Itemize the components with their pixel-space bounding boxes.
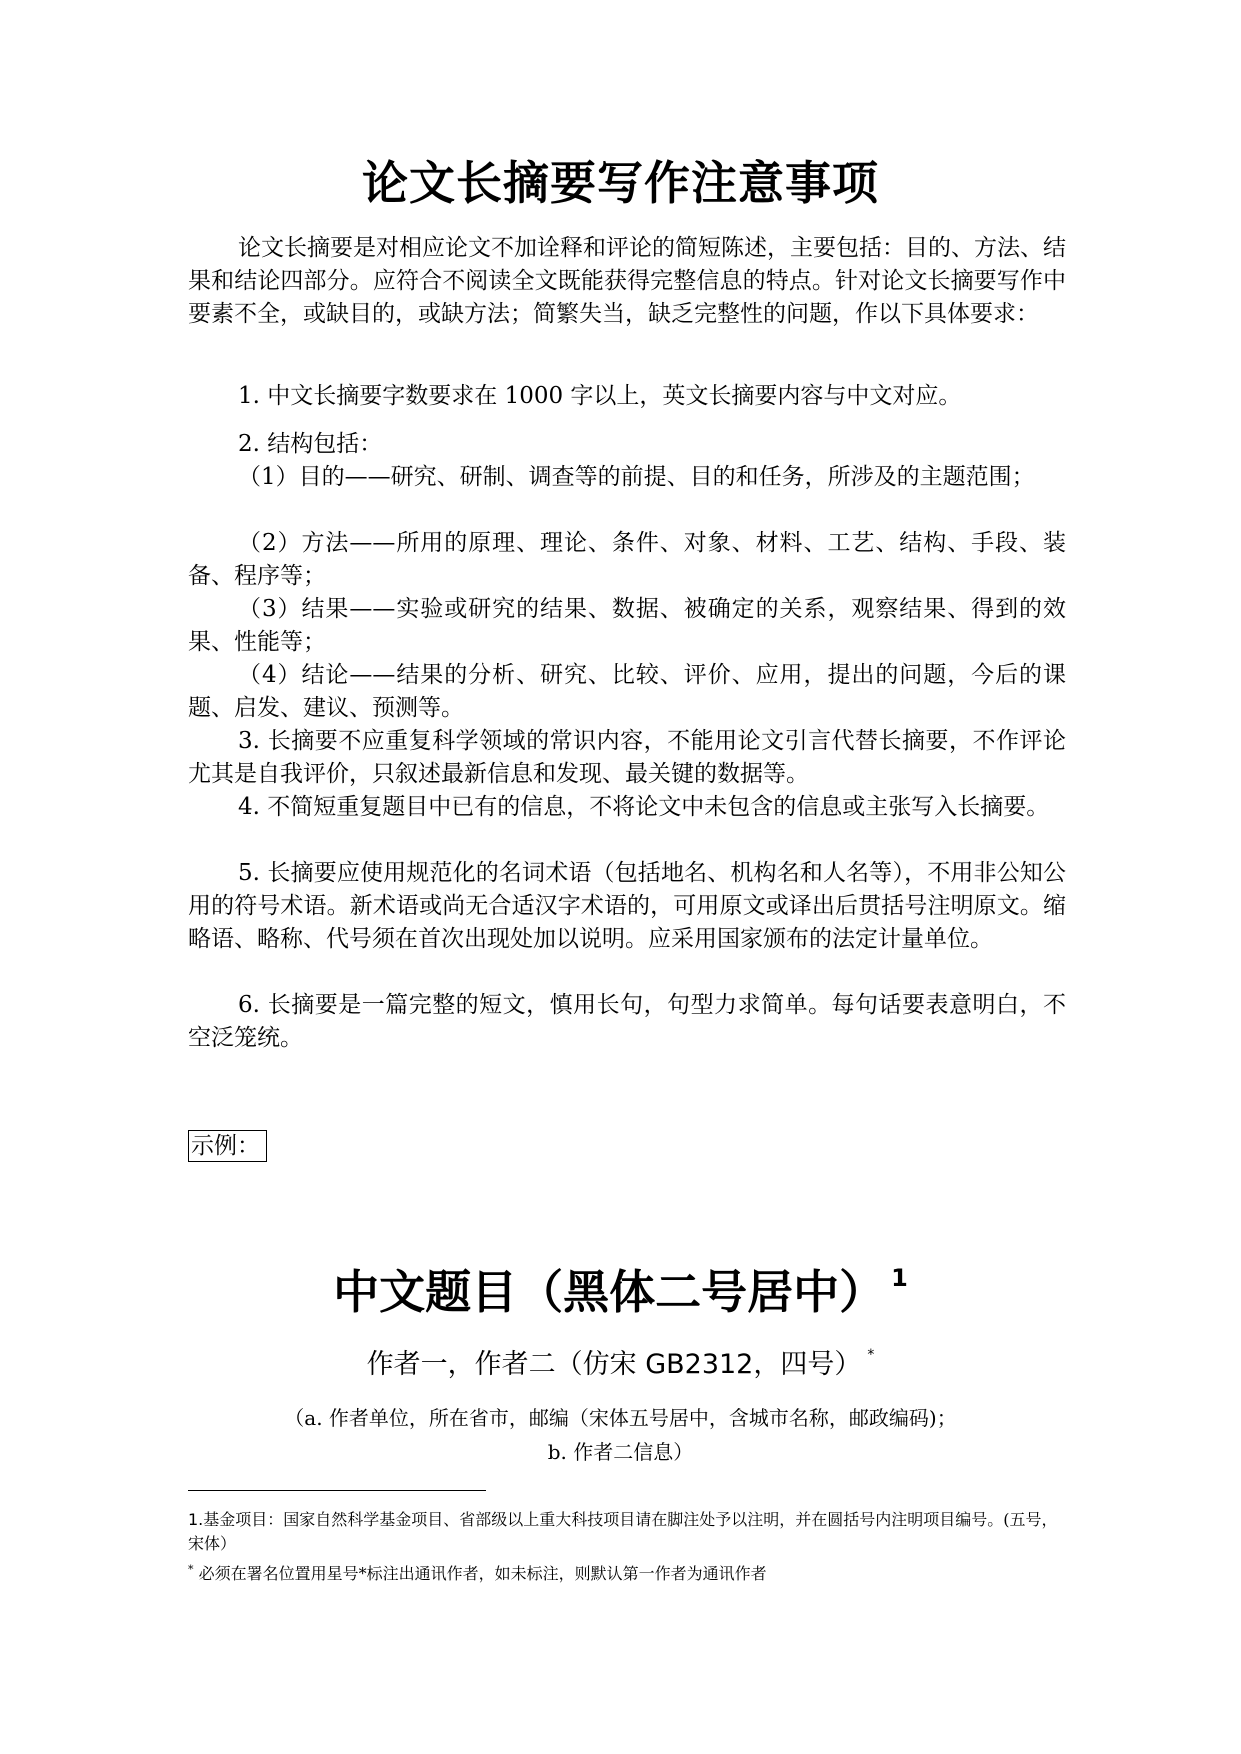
requirement-item-1: 1. 中文长摘要字数要求在 1000 字以上，英文长摘要内容与中文对应。 (238, 383, 962, 409)
example-chinese-title (0, 1245, 1241, 1325)
footnote-1-number: 1. (188, 1510, 204, 1529)
structure-subitem-2: （2）方法——所用的原理、理论、条件、对象、材料、工艺、结构、手段、装备、程序等； (188, 530, 1066, 589)
structure-subitem-4: （4）结论——结果的分析、研究、比较、评价、应用，提出的问题，今后的课题、启发、建议、预测等。 (188, 662, 1066, 721)
intro-paragraph: 论文长摘要是对相应论文不加诠释和评论的简短陈述，主要包括：目的、方法、结果和结论四部分。应符合不阅读全文既能获得完整信息的特点。针对论文长摘要写作中要素不全，或缺目的，或缺方法；简繁失当，缺乏完整性的问题，作以下具体要求： (188, 235, 1066, 327)
footnote-2-star: * (188, 1563, 194, 1576)
example-title-text: 中文题目（黑体二号居中） (333, 1265, 886, 1319)
corresponding-author-marker: * (867, 1347, 875, 1363)
author-names: 作者一，作者二（仿宋 GB2312，四号） (366, 1349, 862, 1380)
affiliation-a: （a. 作者单位，所在省市，邮编（宋体五号居中，含城市名称，邮政编码)； (284, 1406, 957, 1430)
footnote-1-text: 基金项目：国家自然科学基金项目、省部级以上重大科技项目请在脚注处予以注明，并在圆括号内注明项目编号。(五号，宋体） (188, 1510, 1058, 1553)
requirement-item-4: 4. 不简短重复题目中已有的信息，不将论文中未包含的信息或主张写入长摘要。 (238, 794, 1050, 820)
example-label: 示例： (188, 1130, 267, 1162)
footnote-2-text: 必须在署名位置用星号*标注出通讯作者，如未标注，则默认第一作者为通讯作者 (193, 1564, 767, 1583)
title-footnote-marker: 1 (891, 1264, 908, 1292)
footnote-separator (188, 1490, 486, 1491)
footnote-2 (188, 1558, 1068, 1586)
requirement-item-3: 3. 长摘要不应重复科学领域的常识内容，不能用论文引言代替长摘要，不作评论尤其是自我评价，只叙述最新信息和发现、最关键的数据等。 (188, 728, 1066, 787)
structure-subitem-1: （1）目的——研究、研制、调查等的前提、目的和任务，所涉及的主题范围； (238, 464, 1035, 490)
structure-subitem-3: （3）结果——实验或研究的结果、数据、被确定的关系，观察结果、得到的效果、性能等； (188, 596, 1066, 655)
footnote-1 (188, 1508, 1068, 1556)
requirement-item-5: 5. 长摘要应使用规范化的名词术语（包括地名、机构名和人名等），不用非公知公用的符号术语。新术语或尚无合适汉字术语的，可用原文或译出后贯括号注明原文。缩略语、略称、代号须在首次出现处加以说明。应采用国家颁布的法定计量单位。 (188, 860, 1066, 952)
requirement-item-2-heading: 2. 结构包括： (238, 431, 383, 457)
affiliation-b: b. 作者二信息） (547, 1440, 694, 1464)
page-title: 论文长摘要写作注意事项 (362, 156, 879, 210)
author-line (0, 1335, 1241, 1385)
requirement-item-6: 6. 长摘要是一篇完整的短文，慎用长句，句型力求简单。每句话要表意明白，不空泛笼统。 (188, 992, 1066, 1051)
